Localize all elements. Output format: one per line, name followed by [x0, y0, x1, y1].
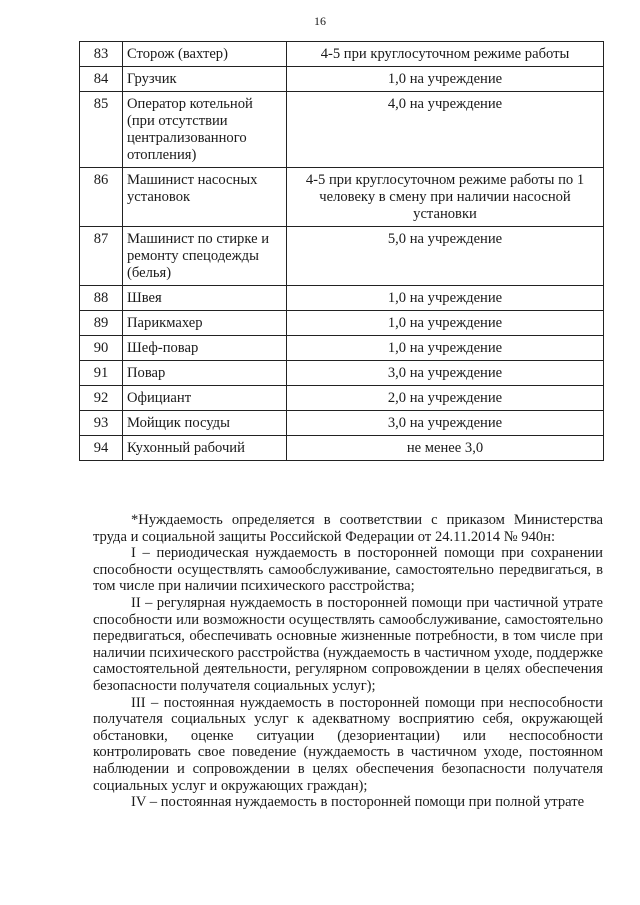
row-number: 91	[80, 361, 123, 386]
table-row	[80, 227, 604, 286]
staffing-norm: 1,0 на учреждение	[287, 336, 604, 361]
row-number: 87	[80, 227, 123, 286]
position-title: Сторож (вахтер)	[123, 42, 287, 67]
position-title: Машинист по стирке и ремонту спецодежды (белья)	[123, 227, 287, 286]
table-row	[80, 42, 604, 67]
staffing-table	[79, 41, 604, 461]
position-title: Повар	[123, 361, 287, 386]
staffing-norm: 3,0 на учреждение	[287, 411, 604, 436]
row-number: 86	[80, 168, 123, 227]
table-row	[80, 92, 604, 168]
position-title: Официант	[123, 386, 287, 411]
staffing-norm: 4-5 при круглосуточном режиме работы	[287, 42, 604, 67]
position-title: Шеф-повар	[123, 336, 287, 361]
row-number: 88	[80, 286, 123, 311]
page-number: 16	[314, 14, 326, 28]
staffing-norm: 2,0 на учреждение	[287, 386, 604, 411]
need-level-1: I – периодическая нуждаемость в посторонней помощи при сохранении способности осуществлять самообслуживание, самостоятельно передвигаться, в том числе при наличии психического расстройства;	[93, 545, 603, 595]
need-level-2: II – регулярная нуждаемость в посторонней помощи при частичной утрате способности или возможности осуществлять самообслуживание, самостоятельно передвигаться, обеспечивать основные жизненные потребности, в том числе при наличии психического расстройства (нуждаемость в частичном уходе, поддержке самостоятельной деятельности, регулярном сопровождении в целях обеспечения безопасности получателя социальных услуг);	[93, 594, 603, 694]
row-number: 83	[80, 42, 123, 67]
footnote-intro: *Нуждаемость определяется в соответствии с приказом Министерства труда и социальной защиты Российской Федерации от 24.11.2014 № 940н:	[93, 512, 603, 545]
table-row	[80, 67, 604, 92]
position-title: Мойщик посуды	[123, 411, 287, 436]
table-row	[80, 311, 604, 336]
footnote	[93, 512, 603, 811]
staffing-norm: 5,0 на учреждение	[287, 227, 604, 286]
row-number: 85	[80, 92, 123, 168]
need-level-3: III – постоянная нуждаемость в посторонней помощи при неспособности получателя социальных услуг к адекватному восприятию себя, окружающей обстановки, оценке ситуации (дезориентации) или неспособности контролировать свое поведение (нуждаемость в частичном уходе, постоянном наблюдении и сопровождении в целях обеспечения безопасности получателя социальных услуг и окружающих граждан);	[93, 694, 603, 794]
staffing-norm: 1,0 на учреждение	[287, 286, 604, 311]
row-number: 90	[80, 336, 123, 361]
position-title: Грузчик	[123, 67, 287, 92]
position-title: Швея	[123, 286, 287, 311]
row-number: 92	[80, 386, 123, 411]
position-title: Кухонный рабочий	[123, 436, 287, 461]
row-number: 94	[80, 436, 123, 461]
table-row	[80, 436, 604, 461]
staffing-norm: 4,0 на учреждение	[287, 92, 604, 168]
staffing-norm: 1,0 на учреждение	[287, 67, 604, 92]
position-title: Машинист насосных установок	[123, 168, 287, 227]
staffing-norm: не менее 3,0	[287, 436, 604, 461]
need-level-4: IV – постоянная нуждаемость в посторонней помощи при полной утрате	[131, 794, 585, 811]
staffing-norm: 1,0 на учреждение	[287, 311, 604, 336]
table-row	[80, 386, 604, 411]
table-row	[80, 361, 604, 386]
staffing-norm: 4-5 при круглосуточном режиме работы по 1 человеку в смену при наличии насосной установки	[287, 168, 604, 227]
table-row	[80, 168, 604, 227]
row-number: 93	[80, 411, 123, 436]
row-number: 84	[80, 67, 123, 92]
position-title: Парикмахер	[123, 311, 287, 336]
table-row	[80, 411, 604, 436]
table-row	[80, 336, 604, 361]
staffing-norm: 3,0 на учреждение	[287, 361, 604, 386]
row-number: 89	[80, 311, 123, 336]
table-row	[80, 286, 604, 311]
position-title: Оператор котельной (при отсутствии централизованного отопления)	[123, 92, 287, 168]
